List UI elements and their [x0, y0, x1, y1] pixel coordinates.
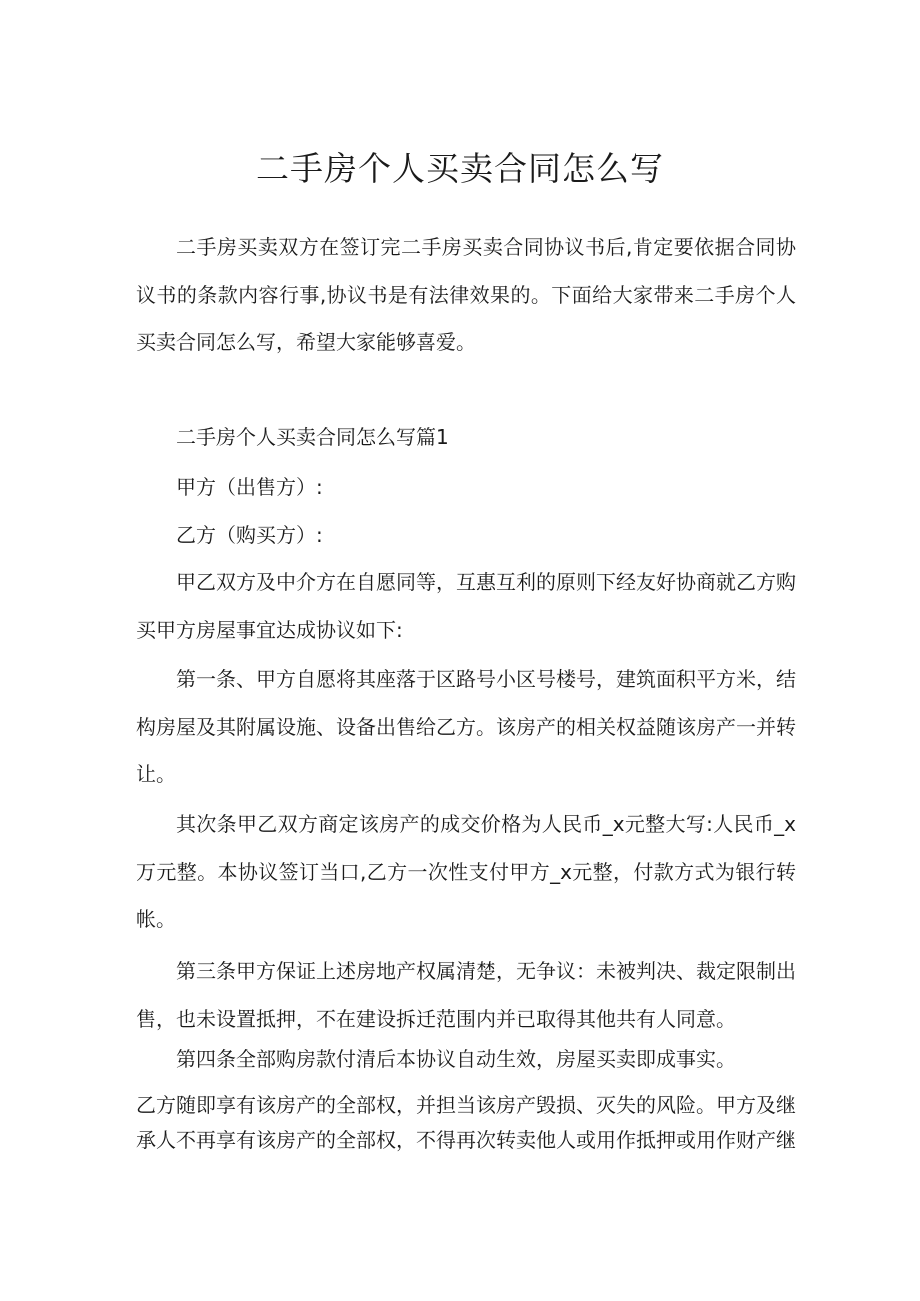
party-b-line: 乙方（购买方）:	[176, 523, 323, 547]
document-title: 二手房个人买卖合同怎么写	[256, 149, 664, 188]
party-a-line: 甲方（出售方）:	[176, 475, 323, 499]
intro-paragraph: 二手房买卖双方在签订完二手房买卖合同协议书后,肯定要依据合同协议书的条款内容行事,协议书是有法律效果的。下面给大家带来二手房个人买卖合同怎么写，希望大家能够喜爱。	[136, 235, 796, 354]
clause-preamble: 甲乙双方及中介方在自愿同等，互惠互利的原则下经友好协商就乙方购买甲方房屋事宜达成协议如下:	[136, 570, 796, 642]
clause-article-1: 第一条、甲方自愿将其座落于区路号小区号楼号，建筑面积平方米，结构房屋及其附属设施、设备出售给乙方。该房产的相关权益随该房产一并转让。	[136, 667, 796, 786]
section-heading: 二手房个人买卖合同怎么写篇1	[176, 425, 449, 449]
clause-article-2: 其次条甲乙双方商定该房产的成交价格为人民币_x元整大写:人民币_x万元整。本协议签订当口,乙方一次性支付甲方_x元整，付款方式为银行转帐。	[136, 812, 796, 931]
clause-article-4-continued: 乙方随即享有该房产的全部权，并担当该房产毁损、灭失的风险。甲方及继承人不再享有该房产的全部权，不得再次转卖他人或用作抵押或用作财产继	[136, 1093, 796, 1152]
clause-article-3: 第三条甲方保证上述房地产权属清楚，无争议：未被判决、裁定限制出售，也未设置抵押，不在建设拆迁范围内并已取得其他共有人同意。	[136, 959, 796, 1031]
clause-article-4: 第四条全部购房款付清后本协议自动生效，房屋买卖即成事实。	[176, 1047, 736, 1071]
